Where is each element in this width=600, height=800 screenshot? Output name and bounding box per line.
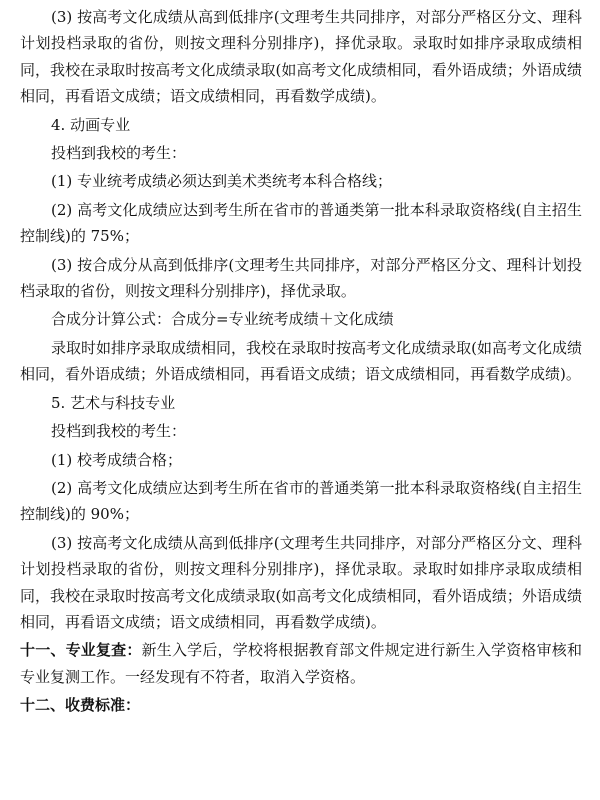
section-12-heading: 十二、收费标准： <box>20 696 141 715</box>
art-tech-major-heading: 5. 艺术与科技专业 <box>51 393 176 412</box>
art-criterion-3: (3) 按高考文化成绩从高到低排序(文理考生共同排序，对部分严格区分文、理科计划投档录取的省份，则按文理科分别排序)，择优录取。录取时如排序录取成绩相同，我校在录取时按高考文化成绩录取(如高考文化成绩相同，看外语成绩；外语成绩相同，再看语文成绩；语文成绩相同，再看数学成绩)。 <box>20 8 582 106</box>
animation-intro: 投档到我校的考生： <box>51 144 187 163</box>
animation-criterion-1: (1) 专业统考成绩必须达到美术类统考本科合格线； <box>51 172 393 191</box>
animation-tie-rule: 录取时如排序录取成绩相同，我校在录取时按高考文化成绩录取(如高考文化成绩相同，看外语成绩；外语成绩相同，再看语文成绩；语文成绩相同，再看数学成绩)。 <box>20 338 582 384</box>
section-11-text: 新生入学后，学校将根据教育部文件规定进行新生入学资格审核和专业复测工作。一经发现有不符者，取消入学资格。 <box>20 641 582 686</box>
animation-formula: 合成分计算公式：合成分=专业统考成绩＋文化成绩 <box>51 310 394 329</box>
art-tech-criterion-1: (1) 校考成绩合格； <box>51 450 183 469</box>
art-tech-criterion-2: (2) 高考文化成绩应达到考生所在省市的普通类第一批本科录取资格线(自主招生控制线)的 90%； <box>20 478 582 524</box>
art-tech-criterion-3: (3) 按高考文化成绩从高到低排序(文理考生共同排序，对部分严格区分文、理科计划投档录取的省份，则按文理科分别排序)，择优录取。录取时如排序录取成绩相同，我校在录取时按高考文化成绩录取(如高考文化成绩相同，看外语成绩；外语成绩相同，再看语文成绩；语文成绩相同，再看数学成绩)。 <box>20 533 582 631</box>
section-11-label: 十一、专业复查： <box>20 641 142 660</box>
section-11 <box>20 637 582 690</box>
art-tech-intro: 投档到我校的考生： <box>51 422 187 441</box>
animation-criterion-2: (2) 高考文化成绩应达到考生所在省市的普通类第一批本科录取资格线(自主招生控制线)的 75%； <box>20 200 582 246</box>
animation-criterion-3: (3) 按合成分从高到低排序(文理考生共同排序，对部分严格区分文、理科计划投档录取的省份，则按文理科分别排序)，择优录取。 <box>20 255 582 301</box>
animation-major-heading: 4. 动画专业 <box>51 115 131 134</box>
